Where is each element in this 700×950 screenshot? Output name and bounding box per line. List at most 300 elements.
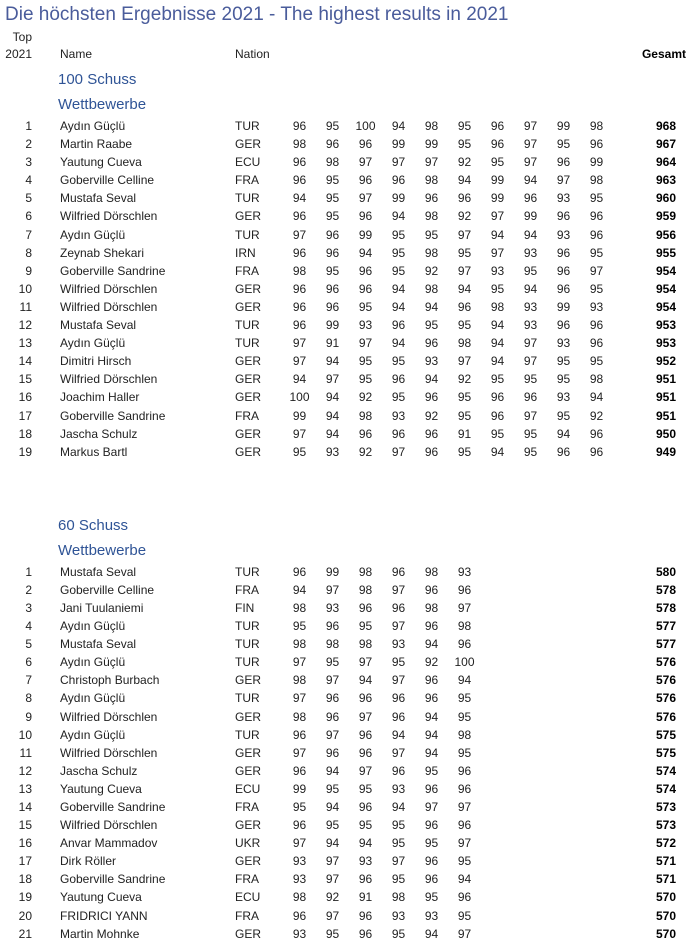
row-score: 94 (424, 637, 439, 652)
row-score: 94 (490, 444, 505, 459)
row-score: 98 (424, 564, 439, 579)
row-score: 98 (457, 336, 472, 351)
row-score: 96 (358, 800, 373, 814)
row-nation: TUR (235, 637, 260, 652)
row-rank: 2 (25, 137, 32, 152)
row-rank: 11 (19, 299, 32, 314)
table-row (0, 262, 700, 280)
row-score: 94 (358, 245, 373, 260)
row-score: 96 (556, 281, 571, 296)
row-score: 98 (457, 727, 472, 742)
row-score: 94 (424, 372, 439, 387)
section-heading-line1: 100 Schuss (58, 71, 137, 88)
row-score: 98 (292, 137, 307, 152)
row-score: 95 (523, 263, 538, 278)
row-score: 94 (391, 727, 406, 742)
column-header-nation: Nation (235, 47, 270, 61)
row-score: 94 (424, 926, 439, 941)
row-name: Yautung Cueva (60, 781, 142, 796)
row-score: 95 (424, 763, 439, 778)
row-score: 97 (325, 727, 340, 742)
row-score: 91 (457, 426, 472, 441)
row-score: 98 (424, 173, 439, 188)
row-score: 95 (490, 372, 505, 387)
row-rank: 6 (25, 209, 32, 224)
row-rank: 3 (25, 600, 32, 615)
row-rank: 7 (25, 673, 32, 688)
row-score: 97 (523, 137, 538, 152)
row-rank: 16 (18, 836, 32, 851)
row-score: 94 (391, 800, 406, 814)
row-rank: 19 (18, 890, 32, 905)
section-60-schuss (0, 513, 700, 943)
row-score: 93 (523, 245, 538, 260)
row-score: 94 (358, 836, 373, 851)
row-score: 97 (391, 673, 406, 688)
row-score: 95 (457, 854, 472, 869)
row-nation: GER (235, 444, 262, 459)
row-score: 97 (523, 119, 538, 133)
row-score: 95 (589, 245, 604, 260)
results-table-60-schuss (0, 563, 700, 943)
row-score: 95 (424, 890, 439, 905)
row-score: 93 (556, 336, 571, 351)
row-score: 93 (457, 564, 472, 579)
row-score: 96 (358, 691, 373, 706)
row-rank: 12 (18, 763, 32, 778)
row-score: 94 (424, 299, 439, 314)
row-score: 93 (292, 872, 307, 887)
row-score: 96 (358, 908, 373, 923)
row-total: 577 (655, 637, 676, 652)
row-score: 98 (589, 372, 604, 387)
row-score: 94 (292, 191, 307, 206)
row-total: 577 (655, 619, 676, 634)
table-header (0, 29, 700, 63)
row-score: 98 (589, 119, 604, 133)
row-score: 96 (556, 245, 571, 260)
row-score: 93 (523, 318, 538, 333)
row-score: 95 (457, 709, 472, 724)
table-row (0, 117, 700, 135)
row-score: 96 (424, 191, 439, 206)
table-row (0, 635, 700, 653)
row-score: 96 (556, 209, 571, 224)
row-score: 93 (325, 444, 340, 459)
row-score: 94 (556, 426, 571, 441)
row-score: 96 (358, 745, 373, 760)
section-heading-line2: Wettbewerbe (58, 541, 147, 559)
row-score: 96 (358, 926, 373, 941)
row-score: 94 (325, 836, 340, 851)
row-score: 96 (325, 691, 340, 706)
row-nation: UKR (235, 836, 261, 851)
row-score: 97 (391, 155, 406, 170)
row-total: 964 (655, 155, 676, 170)
row-rank: 11 (19, 745, 32, 760)
row-score: 93 (424, 908, 439, 923)
row-total: 570 (655, 926, 676, 941)
table-row (0, 316, 700, 334)
table-row (0, 443, 700, 461)
row-nation: FRA (235, 800, 259, 814)
row-score: 96 (589, 336, 604, 351)
row-name: Mustafa Seval (60, 637, 137, 652)
row-score: 93 (556, 227, 571, 242)
row-name: Aydın Güçlü (60, 727, 126, 742)
row-total: 956 (655, 227, 676, 242)
row-score: 99 (424, 137, 439, 152)
row-score: 93 (358, 854, 373, 869)
row-rank: 14 (18, 800, 32, 814)
row-score: 99 (391, 137, 406, 152)
row-score: 95 (358, 781, 373, 796)
row-rank: 7 (25, 227, 32, 242)
row-nation: FRA (235, 263, 259, 278)
row-score: 96 (325, 245, 340, 260)
row-nation: FRA (235, 173, 259, 188)
row-score: 96 (325, 299, 340, 314)
row-score: 97 (325, 854, 340, 869)
row-score: 93 (325, 600, 340, 615)
table-row (0, 425, 700, 443)
row-score: 94 (589, 390, 604, 405)
row-name: Goberville Sandrine (60, 800, 166, 814)
row-score: 96 (424, 426, 439, 441)
row-score: 92 (325, 890, 340, 905)
row-nation: GER (235, 299, 262, 314)
row-score: 95 (457, 745, 472, 760)
row-name: Aydın Güçlü (60, 619, 126, 634)
row-score: 96 (391, 691, 406, 706)
row-rank: 10 (18, 281, 32, 296)
row-rank: 1 (25, 564, 32, 579)
row-name: Mustafa Seval (60, 318, 137, 333)
row-score: 94 (490, 354, 505, 369)
row-score: 96 (457, 582, 472, 597)
row-score: 98 (424, 245, 439, 260)
row-score: 95 (589, 191, 604, 206)
row-score: 96 (490, 137, 505, 152)
table-row (0, 744, 700, 762)
row-nation: GER (235, 372, 262, 387)
row-score: 95 (325, 818, 340, 833)
row-name: Aydın Güçlü (60, 691, 126, 706)
table-row (0, 816, 700, 834)
row-score: 96 (523, 390, 538, 405)
row-name: Goberville Celline (60, 173, 155, 188)
table-row (0, 298, 700, 316)
row-rank: 14 (18, 354, 32, 369)
row-score: 92 (358, 444, 373, 459)
row-total: 951 (655, 372, 676, 387)
row-score: 96 (358, 263, 373, 278)
row-score: 96 (391, 709, 406, 724)
row-score: 98 (589, 173, 604, 188)
row-score: 95 (358, 299, 373, 314)
row-score: 96 (457, 191, 472, 206)
row-score: 97 (490, 245, 505, 260)
row-score: 97 (292, 655, 307, 670)
row-score: 96 (391, 600, 406, 615)
row-score: 98 (490, 299, 505, 314)
row-total: 951 (655, 390, 676, 405)
row-score: 96 (589, 318, 604, 333)
row-total: 572 (655, 836, 676, 851)
table-row (0, 171, 700, 189)
row-nation: FRA (235, 872, 259, 887)
row-score: 97 (523, 354, 538, 369)
row-score: 97 (556, 173, 571, 188)
row-rank: 4 (25, 619, 32, 634)
row-score: 97 (292, 691, 307, 706)
row-score: 97 (391, 619, 406, 634)
row-score: 94 (391, 299, 406, 314)
row-score: 94 (457, 281, 472, 296)
row-score: 100 (289, 390, 310, 405)
row-score: 94 (391, 119, 406, 133)
page-title: Die höchsten Ergebnisse 2021 - The highest results in 2021 (5, 4, 509, 25)
table-row (0, 370, 700, 388)
row-name: Wilfried Dörschlen (60, 299, 158, 314)
row-score: 97 (358, 155, 373, 170)
row-total: 950 (655, 426, 676, 441)
row-score: 92 (457, 372, 472, 387)
row-score: 93 (292, 854, 307, 869)
row-nation: FRA (235, 908, 259, 923)
row-score: 95 (358, 619, 373, 634)
row-name: Martin Raabe (60, 137, 133, 152)
row-score: 99 (391, 191, 406, 206)
row-score: 99 (490, 173, 505, 188)
row-rank: 13 (18, 781, 32, 796)
row-score: 95 (391, 655, 406, 670)
row-score: 100 (454, 655, 475, 670)
row-rank: 3 (25, 155, 32, 170)
row-score: 96 (523, 191, 538, 206)
row-total: 576 (655, 655, 676, 670)
row-score: 92 (358, 390, 373, 405)
row-score: 99 (292, 408, 307, 423)
row-score: 96 (457, 763, 472, 778)
table-row (0, 581, 700, 599)
row-name: Yautung Cueva (60, 890, 142, 905)
row-score: 98 (457, 619, 472, 634)
row-name: FRIDRICI YANN (60, 908, 148, 923)
row-score: 97 (424, 800, 439, 814)
row-score: 95 (325, 263, 340, 278)
column-header-top-line1: Top (12, 30, 32, 44)
row-score: 98 (292, 637, 307, 652)
row-rank: 20 (18, 908, 32, 923)
row-score: 97 (490, 209, 505, 224)
row-score: 94 (358, 673, 373, 688)
row-score: 97 (391, 444, 406, 459)
row-score: 95 (457, 691, 472, 706)
row-score: 96 (424, 619, 439, 634)
table-row (0, 852, 700, 870)
row-score: 100 (355, 119, 376, 133)
row-score: 94 (490, 336, 505, 351)
row-score: 95 (325, 209, 340, 224)
row-nation: FRA (235, 408, 259, 423)
row-total: 967 (655, 137, 676, 152)
row-score: 95 (325, 173, 340, 188)
row-name: Aydın Güçlü (60, 227, 126, 242)
row-score: 95 (391, 227, 406, 242)
row-rank: 5 (25, 637, 32, 652)
row-score: 96 (358, 872, 373, 887)
row-score: 93 (391, 781, 406, 796)
row-score: 96 (292, 281, 307, 296)
row-score: 94 (391, 336, 406, 351)
row-score: 94 (424, 727, 439, 742)
row-score: 99 (589, 155, 604, 170)
row-score: 98 (358, 564, 373, 579)
row-name: Christoph Burbach (60, 673, 160, 688)
row-score: 94 (424, 745, 439, 760)
row-score: 92 (589, 408, 604, 423)
row-rank: 16 (18, 390, 32, 405)
row-score: 98 (424, 281, 439, 296)
row-score: 96 (424, 444, 439, 459)
row-score: 96 (556, 155, 571, 170)
row-score: 96 (292, 209, 307, 224)
row-name: Mustafa Seval (60, 564, 137, 579)
row-score: 96 (358, 727, 373, 742)
row-score: 94 (490, 227, 505, 242)
table-row (0, 726, 700, 744)
row-score: 95 (292, 800, 307, 814)
row-score: 95 (325, 926, 340, 941)
table-row (0, 244, 700, 262)
row-score: 96 (325, 745, 340, 760)
row-total: 953 (655, 318, 676, 333)
row-score: 97 (325, 908, 340, 923)
row-total: 968 (655, 119, 676, 133)
row-total: 570 (655, 890, 676, 905)
row-score: 96 (589, 426, 604, 441)
row-score: 96 (457, 299, 472, 314)
row-rank: 18 (18, 426, 32, 441)
row-name: Goberville Sandrine (60, 872, 166, 887)
row-score: 95 (325, 781, 340, 796)
row-score: 96 (490, 390, 505, 405)
row-score: 97 (292, 426, 307, 441)
row-score: 95 (391, 245, 406, 260)
row-score: 95 (556, 137, 571, 152)
row-score: 96 (457, 637, 472, 652)
row-total: 574 (655, 781, 676, 796)
column-header-top-2021 (0, 29, 32, 63)
row-score: 96 (556, 263, 571, 278)
row-rank: 12 (18, 318, 32, 333)
row-rank: 17 (18, 408, 32, 423)
row-score: 96 (457, 818, 472, 833)
row-score: 94 (457, 872, 472, 887)
row-name: Wilfried Dörschlen (60, 372, 158, 387)
row-score: 94 (325, 426, 340, 441)
row-score: 97 (358, 655, 373, 670)
row-nation: ECU (235, 155, 261, 170)
row-score: 96 (292, 318, 307, 333)
row-score: 95 (391, 354, 406, 369)
row-nation: TUR (235, 191, 260, 206)
row-score: 96 (292, 245, 307, 260)
table-row (0, 925, 700, 943)
row-score: 97 (457, 926, 472, 941)
row-total: 573 (655, 818, 676, 833)
row-total: 959 (655, 209, 676, 224)
row-rank: 10 (18, 727, 32, 742)
row-score: 98 (292, 709, 307, 724)
column-header-top-line2: 2021 (5, 47, 32, 61)
row-total: 954 (655, 299, 676, 314)
row-total: 949 (655, 444, 676, 459)
row-score: 98 (358, 637, 373, 652)
row-score: 96 (424, 872, 439, 887)
row-score: 97 (292, 336, 307, 351)
section-100-schuss (0, 67, 700, 461)
row-score: 94 (523, 173, 538, 188)
row-rank: 18 (18, 872, 32, 887)
row-score: 96 (424, 691, 439, 706)
row-score: 93 (424, 354, 439, 369)
row-score: 92 (457, 209, 472, 224)
row-total: 575 (655, 727, 676, 742)
row-score: 95 (292, 619, 307, 634)
row-score: 91 (358, 890, 373, 905)
row-name: Jascha Schulz (60, 426, 138, 441)
column-header-gesamt: Gesamt (641, 47, 686, 61)
row-rank: 9 (25, 263, 32, 278)
row-score: 96 (424, 673, 439, 688)
row-nation: GER (235, 818, 262, 833)
row-total: 571 (655, 872, 676, 887)
row-score: 96 (424, 582, 439, 597)
row-score: 96 (391, 173, 406, 188)
row-score: 96 (292, 727, 307, 742)
row-score: 96 (589, 227, 604, 242)
row-name: Wilfried Dörschlen (60, 745, 158, 760)
row-score: 95 (391, 836, 406, 851)
row-score: 97 (292, 227, 307, 242)
row-score: 97 (325, 582, 340, 597)
row-score: 96 (292, 908, 307, 923)
row-score: 95 (457, 908, 472, 923)
row-score: 98 (424, 209, 439, 224)
row-score: 94 (325, 390, 340, 405)
row-score: 97 (457, 227, 472, 242)
row-score: 96 (325, 619, 340, 634)
table-row (0, 388, 700, 406)
row-score: 98 (292, 263, 307, 278)
row-nation: ECU (235, 781, 261, 796)
section-heading-100-schuss (58, 67, 700, 117)
row-score: 93 (589, 299, 604, 314)
row-score: 97 (523, 408, 538, 423)
row-score: 94 (325, 354, 340, 369)
row-score: 99 (358, 227, 373, 242)
row-score: 97 (523, 336, 538, 351)
row-score: 99 (292, 781, 307, 796)
row-score: 97 (292, 354, 307, 369)
row-nation: TUR (235, 655, 260, 670)
row-score: 95 (391, 390, 406, 405)
row-nation: GER (235, 354, 262, 369)
table-row (0, 671, 700, 689)
row-name: Goberville Sandrine (60, 408, 166, 423)
